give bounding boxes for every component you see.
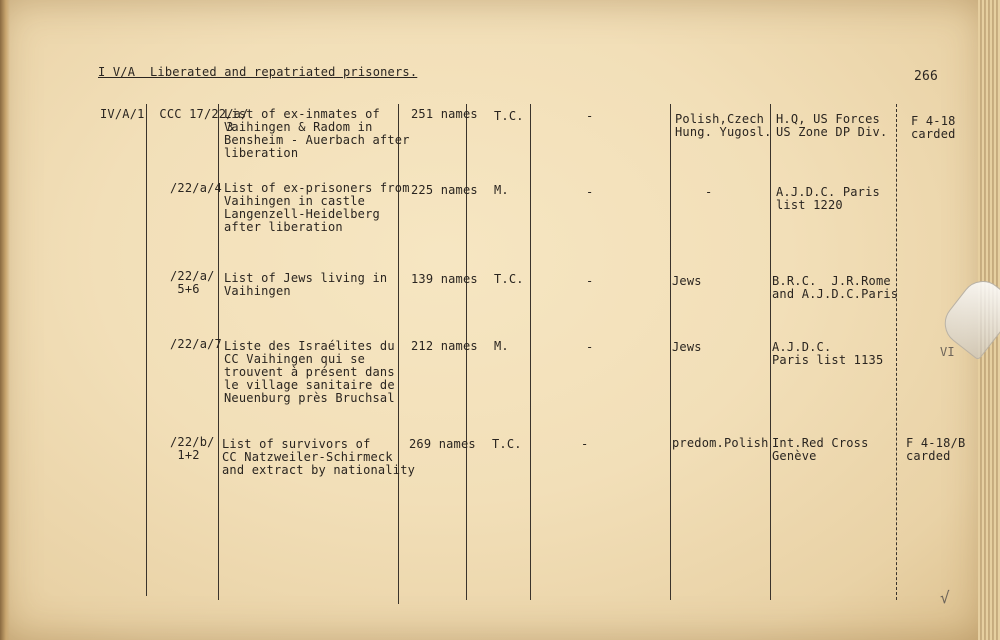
row-count: 139 names	[411, 272, 478, 286]
page-edge-shadow	[0, 0, 10, 640]
row-nationality: Jews	[672, 274, 702, 288]
row-dash: -	[586, 340, 594, 354]
column-rule	[146, 104, 147, 596]
row-type: T.C.	[492, 437, 522, 451]
section-heading: I V/A Liberated and repatriated prisoners.	[98, 65, 418, 79]
row-source: A.J.D.C. Paris list 1220	[776, 185, 880, 212]
column-rule	[770, 104, 771, 600]
column-rule	[530, 104, 531, 600]
row-type: T.C.	[494, 109, 524, 123]
row-title: List of ex-inmates of Vaihingen & Radom in Bensheim - Auerbach after liberation	[224, 107, 410, 160]
row-dash: -	[586, 185, 594, 199]
column-rule	[670, 104, 671, 600]
row-nationality: predom.Polish	[672, 436, 769, 450]
row-source: Int.Red Cross Genève	[772, 436, 869, 463]
row-source: A.J.D.C. Paris list 1135	[772, 340, 884, 367]
row-type: M.	[494, 339, 509, 353]
row-count: 212 names	[411, 339, 478, 353]
row-nationality: -	[705, 185, 713, 199]
row-count: 269 names	[409, 437, 476, 451]
row-source: H.Q, US Forces US Zone DP Div.	[776, 112, 888, 139]
row-ref: /22/a/7	[170, 337, 222, 351]
row-count: 251 names	[411, 107, 478, 121]
column-rule	[398, 104, 399, 604]
row-ref: /22/b/ 1+2	[170, 435, 215, 462]
row-nationality: Jews	[672, 340, 702, 354]
pencil-check-mark: √	[940, 588, 950, 607]
row-file: F 4-18 carded	[911, 114, 956, 141]
row-source: B.R.C. J.R.Rome and A.J.D.C.Paris	[772, 274, 899, 301]
row-title: List of survivors of CC Natzweiler-Schirmeck and extract by nationality	[222, 437, 416, 477]
row-title: List of ex-prisoners from Vaihingen in castle Langenzell-Heidelberg after liberation	[224, 181, 410, 234]
page-number: 266	[914, 69, 939, 84]
row-title: List of Jews living in Vaihingen	[224, 271, 388, 298]
column-rule	[218, 104, 219, 600]
row-type: T.C.	[494, 272, 524, 286]
row-count: 225 names	[411, 183, 478, 197]
row-type: M.	[494, 183, 509, 197]
row-title: Liste des Israélites du CC Vaihingen qui se trouvent à présent dans le village sanitaire de Neuenburg près Bruchsal	[224, 339, 395, 405]
row-ref: /22/a/ 5+6	[170, 269, 215, 296]
row-file: F 4-18/B carded	[906, 436, 966, 463]
column-rule-dashed	[896, 104, 897, 600]
row-ref: IV/A/1 CCC 17/22/a/ 3	[100, 107, 249, 134]
row-file: VI	[940, 345, 955, 359]
row-ref: /22/a/4	[170, 181, 222, 195]
row-dash: -	[586, 274, 594, 288]
row-nationality: Polish,Czech Hung. Yugosl.	[675, 112, 772, 139]
row-dash: -	[581, 437, 589, 451]
row-dash: -	[586, 109, 594, 123]
